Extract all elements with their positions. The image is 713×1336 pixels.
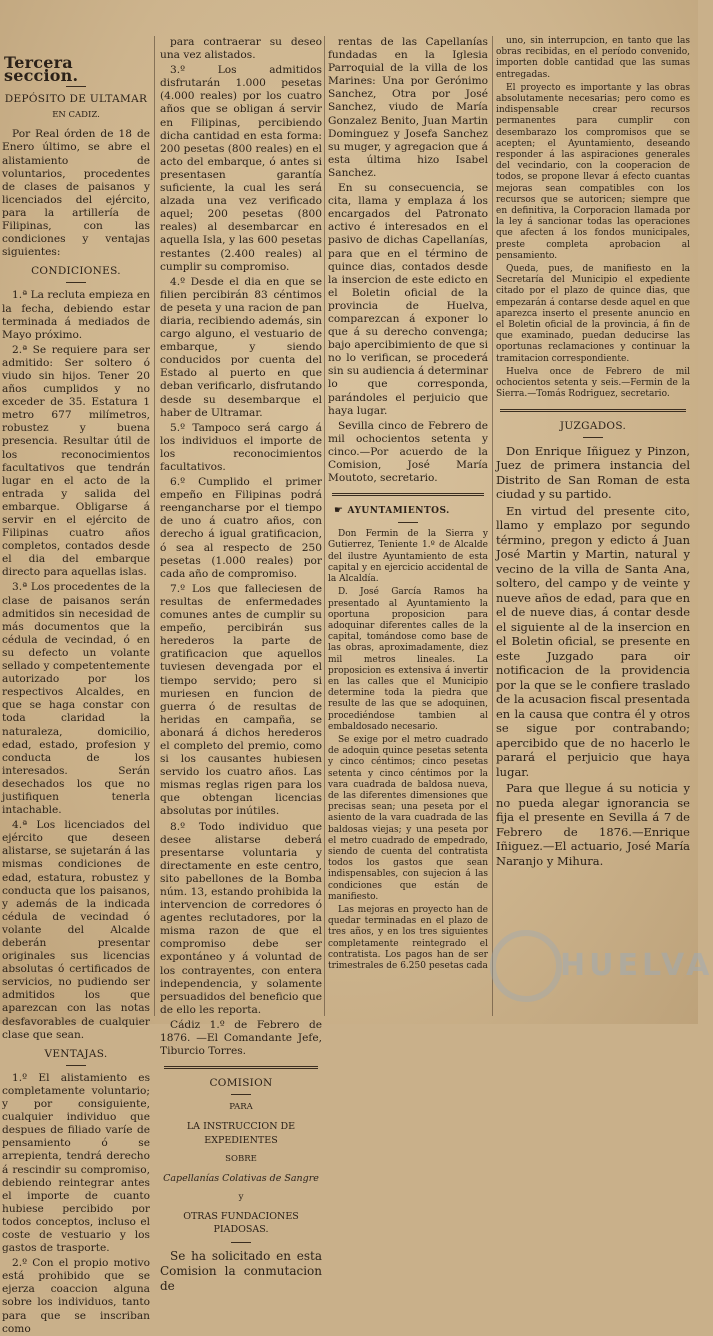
conditions-heading: CONDICIONES. xyxy=(31,265,121,278)
column-rule xyxy=(154,36,155,1016)
section-divider xyxy=(332,493,484,496)
commission-y: y xyxy=(238,1191,244,1202)
commission-line: OTRAS FUNDACIONES PIADOSAS. xyxy=(183,1210,299,1235)
paragraph: Para que llegue á su noticia y no pueda alegar ignorancia se fija el presente en Sevilla á 7 de Febrero de 1876.—Enrique Iñiguez.—El actuario, José María Naranjo y Mihura. xyxy=(496,781,690,868)
condition-item: 2.ª Se requiere para ser admitido: Ser soltero ó viudo sin hijos. Tener 20 años cumplidos y no exceder de 35. Estatura 1 metro 677 milímetros, robustez y buena presencia. Resultar útil de los reconocimientos facultativos que tendrán lugar en el acto de la entrada y salida del embarque. Obligarse á servir en el ejército de Filipinas cuatro años completos, contados desde el dia del embarque directo para aquellas islas. xyxy=(2,343,150,579)
commission-sobre: SOBRE xyxy=(225,1153,257,1164)
juzgados-heading: JUZGADOS. xyxy=(559,419,627,432)
column-rule xyxy=(324,36,325,1016)
paragraph: 6.º Cumplido el primer empeño en Filipinas podrá reengancharse por el tiempo de uno á cuatro años, con derecho á igual gratificacion, ó sea al respecto de 250 pesetas (1.000 reales) por cada año de compromiso. xyxy=(160,476,322,580)
library-watermark: HUELVA xyxy=(560,948,713,983)
signature: Cádiz 1.º de Febrero de 1876. —El Comandante Jefe, Tiburcio Torres. xyxy=(160,1018,322,1058)
juzgados-intro: Don Enrique Iñiguez y Pinzon, Juez de primera instancia del Distrito de San Roman de esta ciudad y su partido. xyxy=(496,443,690,502)
section-title: Tercera seccion. xyxy=(4,53,79,86)
divider xyxy=(66,282,86,283)
paragraph: En virtud del presente cito, llamo y emplazo por segundo término, pregon y edicto á Juan José Martin y Martin, natural y vecino de la villa de Santa Ana, soltero, del campo y de veinte y nueve años de edad, para que en el de nueve dias, á contar desde el siguiente al de la insercion en el Boletin oficial, se presente en este Juzgado para oir notificacion de la providencia por la que se le confiere traslado de la acusacion fiscal presentada en la causa que contra él y otros se sigue por contrabando; apercibido que de no hacerlo le parará el perjuicio que haya lugar. xyxy=(496,503,690,779)
column-2 xyxy=(160,36,322,1294)
library-seal-icon xyxy=(490,930,562,1002)
divider xyxy=(231,1094,251,1095)
divider xyxy=(66,1065,86,1066)
paragraph: para contraerar su deseo una vez alistados. xyxy=(160,36,322,62)
column-rule xyxy=(492,36,493,1016)
paragraph: Se exige por el metro cuadrado de adoquin quince pesetas setenta y cinco céntimos; cinco pesetas setenta y cinco céntimos por la vara cuadrada de baldosa nueva, de las diferentes dimensiones que precisas sean; una peseta por el asiento de la vara cuadrada de las baldosas viejas; y una peseta por el metro cuadrado de empedrado, siendo de cuenta del contratista todos los gastos que sean indispensables, con sujecion á las condiciones que están de manifiesto. xyxy=(328,734,488,902)
intro-paragraph: Por Real órden de 18 de Enero último, se abre el alistamiento de voluntarios, procedentes de clases de paisanos y licenciados del ejército, para la artillería de Filipinas, con las condiciones y ventajas siguientes: xyxy=(2,128,150,259)
paragraph: 8.º Todo individuo que desee alistarse deberá presentarse voluntaria y directamente en este centro, sito pabellones de la Bomba núm. 13, estando prohibida la intervencion de corredores ó agentes reclutadores, por la misma razon de que el compromiso debe ser expontáneo y á voluntad de los contrayentes, con entera independencia, y solamente persuadidos del beneficio que de ello les reporta. xyxy=(160,820,322,1016)
condition-item: 3.ª Los procedentes de la clase de paisanos serán admitidos sin necesidad de más documentos que la cédula de vecindad, ó en su defecto un volante sellado y competentemente autorizado por los respectivos Alcaldes, en que se haga constar con toda claridad la naturaleza, domicilio, edad, estado, profesion y conducta de los interesados. Serán desechados los que no justifiquen tenerla intachable. xyxy=(2,581,150,817)
advantage-item: 1.º El alistamiento es completamente voluntario; y por consiguiente, cualquier individuo que despues de filiado varíe de pensamiento ó se arrepienta, tendrá derecho á rescindir su compromiso, debiendo reintegrar antes el importe de cuanto hubiese percibido por todos conceptos, incluso el coste de vestuario y los gastos de trasporte. xyxy=(2,1071,150,1255)
divider xyxy=(583,437,603,438)
notice-heading: DEPÓSITO DE ULTAMAR xyxy=(4,93,148,106)
pointing-hand-icon: ☛ xyxy=(334,505,344,517)
paragraph: El proyecto es importante y las obras absolutamente necesarias; pero como es indispensable crear recursos permanentes para cumplir con desembarazo los compromisos que se acepten; el Ayuntamiento, deseando responder á las aspiraciones generales del vecindario, con la cooperacion de todos, se propone llevar á efecto cuantas mejoras sean compatibles con los recursos que se autoricen; siempre que en definitiva, la Corporacion llamada por la ley á sancionar todas las operaciones que afecten á los fondos municipales, preste completa aprobacion al pensamiento. xyxy=(496,82,690,261)
paragraph: rentas de las Capellanías fundadas en la Iglesia Parroquial de la villa de los Marines: Una por Gerónimo Sanchez, Otra por José Sanchez, viudo de María Gonzalez Benito, Juan Martin Dominguez y Josefa Sanchez su muger, y agregacion que á esta última hizo Isabel Sanchez. xyxy=(328,36,488,179)
section-divider xyxy=(164,1066,318,1069)
paragraph: uno, sin interrupcion, en tanto que las obras recibidas, en el período convenido, importen doble cantidad que las sumas entregadas. xyxy=(496,36,690,80)
paragraph: Don Fermin de la Sierra y Gutierrez, Teniente 1.º de Alcalde del ilustre Ayuntamiento de esta capital y en ejercicio accidental de la Alcaldía. xyxy=(328,529,488,585)
paragraph: 7.º Los que falleciesen de resultas de enfermedades comunes antes de cumplir su empeño, percibirán sus herederos la parte de gratificacion que aquellos tuviesen devengada por el tiempo servido; pero si muriesen en funcion de guerra ó de resultas de heridas en campaña, se abonará á dichos herederos el completo del premio, como si los causantes hubiesen servido los cuatro años. Las mismas reglas rigen para los que obtengan licencias absolutas por inútiles. xyxy=(160,582,322,818)
paragraph: 4.º Desde el dia en que se filien percibirán 83 céntimos de peseta y una racion de pan diaria, recibiendo además, sin cargo alguno, el vestuario de embarque, y siendo conducidos por cuenta del Estado al puerto en que deban verificarlo, disfrutando desde su desembarque el haber de Ultramar. xyxy=(160,275,322,419)
advantages-heading: VENTAJAS. xyxy=(44,1047,108,1060)
condition-item: 1.ª La recluta empieza en la fecha, debiendo estar terminada á mediados de Mayo próximo. xyxy=(2,289,150,341)
commission-line: Capellanías Colativas de Sangre xyxy=(163,1172,319,1184)
divider xyxy=(398,522,418,523)
commission-line: LA INSTRUCCION DE EXPEDIENTES xyxy=(186,1121,296,1146)
paragraph: D. José García Ramos ha presentado al Ayuntamiento la oportuna proposicion para adoquinar diferentes calles de la capital, tomándose como base de las obras, aproximadamente, diez mil metros lineales. La proposicion es extensiva á invertir en las calles que el Municipio determine toda la piedra que resulte de las que se adoquinen, procediéndose tambien al embaldosado necesario. xyxy=(328,587,488,732)
paragraph: En su consecuencia, se cita, llama y emplaza á los encargados del Patronato activo é interesados en el pasivo de dichas Capellanías, para que en el término de quince dias, contados desde la insercion de este edicto en el Boletin oficial de la provincia de Huelva, comparezcan á exponer lo que á su derecho convenga; bajo apercibimiento de que si no lo verifican, se procederá sin su audiencia á determinar lo que corresponda, parándoles el perjuicio que haya lugar. xyxy=(328,182,489,417)
commission-heading: COMISION xyxy=(209,1077,273,1090)
paragraph: Queda, pues, de manifiesto en la Secretaría del Municipio el expediente citado por el plazo de quince dias, que empezarán á contarse desde aquel en que aparezca inserto el presente anuncio en el Boletin oficial de la provincia, á fin de que examinado, puedan deducirse las oportunas reclamaciones y continuar la tramitacion correspondiente. xyxy=(496,264,690,364)
section-divider xyxy=(500,409,686,412)
column-3 xyxy=(328,36,488,1016)
paragraph: 3.º Los admitidos disfrutarán 1.000 pesetas (4.000 reales) por los cuatro años que se obligan á servir en Filipinas, percibiendo dicha cantidad en esta forma: 200 pesetas (800 reales) en el acto del embarque, ó antes si presentasen garantía suficiente, la cual les será alzada una vez verificado aquel; 200 pesetas (800 reales) al desembarcar en aquella Isla, y las 600 pesetas restantes (2.400 reales) al cumplir su compromiso. xyxy=(160,64,322,273)
condition-item: 4.ª Los licenciados del ejército que deseen alistarse, se sujetarán á las mismas condiciones de edad, estatura, robustez y conducta que los paisanos, y además de la indicada cédula de vecindad ó volante del Alcalde deberán presentar originales sus licencias absolutas ó certificados de servicios, no pudiendo ser admitidos los que aparezcan con las notas desfavorables de cualquier clase que sean. xyxy=(2,819,150,1041)
commission-text: Se ha solicitado en esta Comision la conmutacion de xyxy=(160,1249,322,1294)
divider xyxy=(66,86,86,87)
ayuntamientos-heading: ☛ AYUNTAMIENTOS. xyxy=(334,505,450,517)
advantage-item: 2.º Con el propio motivo está prohibido que se ejerza coaccion alguna sobre los individuos, tanto para que se inscriban como xyxy=(2,1257,150,1335)
column-4 xyxy=(496,36,713,1016)
paragraph: Las mejoras en proyecto han de quedar terminadas en el plazo de tres años, y en los tres siguientes completamente reintegrado el contratista. Los pagos han de ser trimestrales de 6.250 pesetas cada xyxy=(328,904,488,971)
paragraph: 5.º Tampoco será cargo á los individuos el importe de los reconocimientos facultativos. xyxy=(160,421,322,473)
column-1 xyxy=(2,36,150,1335)
signature: Huelva once de Febrero de mil ochocientos setenta y seis.—Fermin de la Sierra.—Tomás Rodriguez, secretario. xyxy=(496,366,690,400)
divider xyxy=(231,1242,251,1243)
paragraph: Sevilla cinco de Febrero de mil ochocientos setenta y cinco.—Por acuerdo de la Comision, José María Moutoto, secretario. xyxy=(328,419,488,485)
notice-subheading: EN CADIZ. xyxy=(52,110,100,121)
commission-para: PARA xyxy=(229,1102,253,1113)
